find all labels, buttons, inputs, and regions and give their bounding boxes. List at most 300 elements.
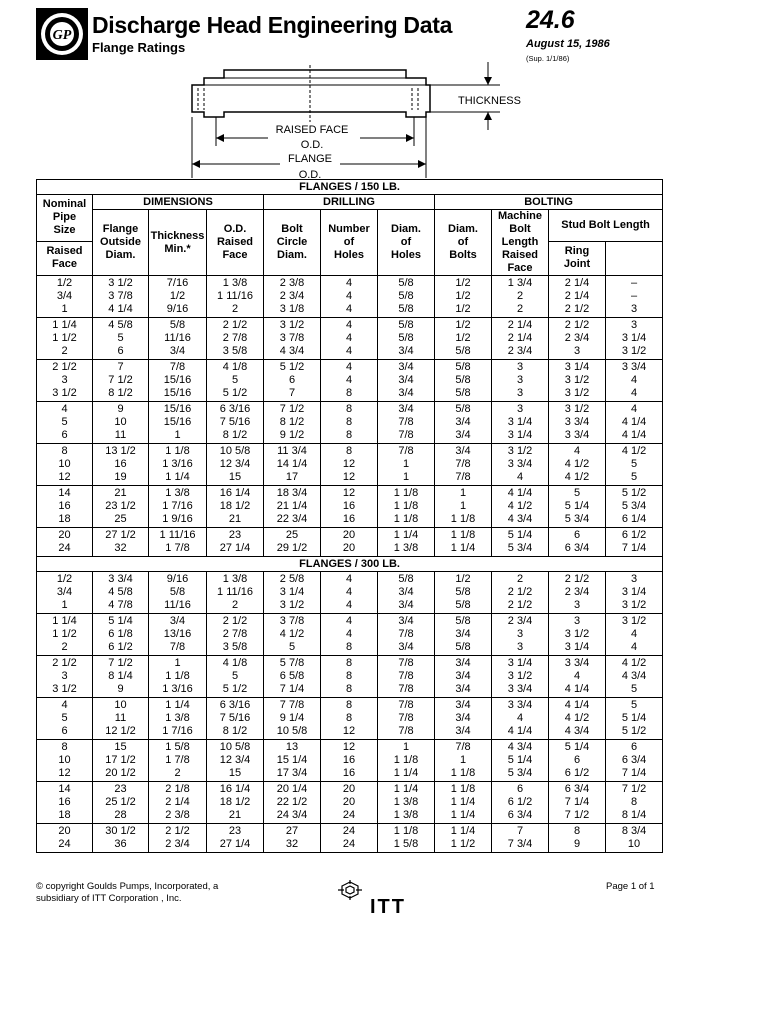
cell-value: 2 xyxy=(174,767,181,779)
table-cell xyxy=(93,444,149,486)
cell-value: 3 1/2 xyxy=(564,374,590,386)
table-cell xyxy=(321,528,378,557)
table-row-group xyxy=(37,444,663,486)
table-row-group xyxy=(37,360,663,402)
cell-value: 2 3/8 xyxy=(165,809,190,821)
table-row-group xyxy=(37,276,663,318)
cell-value: 2 1/2 xyxy=(222,615,248,627)
table-cell xyxy=(435,360,492,402)
table-cell xyxy=(549,572,606,614)
cell-value: 2 7/8 xyxy=(222,332,248,344)
table-cell xyxy=(264,824,321,853)
cell-value: 3/4 xyxy=(398,615,414,627)
cell-value: 3 1/2 xyxy=(564,387,590,399)
cell-value: 1 1/4 xyxy=(165,471,190,483)
cell-value: 2 3/4 xyxy=(564,586,590,598)
table-cell xyxy=(492,360,549,402)
cell-value: 4 3/4 xyxy=(564,725,590,737)
table-cell xyxy=(378,276,435,318)
cell-value: 5/8 xyxy=(455,374,471,386)
cell-value: 11 3/4 xyxy=(277,445,307,457)
cell-value: 10 xyxy=(114,416,127,428)
cell-value: 25 xyxy=(114,513,127,525)
col-bolt-circle-diam: Bolt Circle Diam. xyxy=(264,210,321,276)
cell-value: 1 xyxy=(61,599,68,611)
cell-value: 5/8 xyxy=(455,345,471,357)
cell-value: 3/4 xyxy=(169,615,186,627)
table-cell xyxy=(321,740,378,782)
cell-value: 5 1/2 xyxy=(621,487,647,499)
cell-value: 1 1/8 xyxy=(393,487,419,499)
table-cell xyxy=(149,360,207,402)
cell-value: 18 1/2 xyxy=(219,796,251,808)
table-row-group xyxy=(37,572,663,614)
table-cell xyxy=(378,444,435,486)
table-cell xyxy=(435,782,492,824)
cell-value: 2 5/8 xyxy=(279,573,305,585)
cell-value: 5 xyxy=(630,458,638,470)
cell-value: 25 xyxy=(285,529,299,541)
cell-value: 6 xyxy=(630,741,638,753)
cell-value: 14 1/4 xyxy=(276,458,308,470)
cell-value: 2 3/4 xyxy=(507,345,533,357)
cell-value: 23 1/2 xyxy=(105,500,136,512)
table-body-300 xyxy=(37,572,663,853)
cell-value: 4 1/2 xyxy=(564,471,590,483)
cell-value: 21 xyxy=(114,487,127,499)
cell-value: 5 xyxy=(630,683,638,695)
table-cell xyxy=(37,486,93,528)
cell-value: 1 3/8 xyxy=(393,809,419,821)
cell-value: 5/8 xyxy=(398,303,414,315)
page-header xyxy=(0,0,768,200)
cell-value: 6 3/4 xyxy=(564,783,590,795)
cell-value: 2 1/4 xyxy=(564,277,590,289)
cell-value: 1 7/16 xyxy=(162,500,193,512)
cell-value: 2 3/4 xyxy=(507,615,533,627)
cell-value: 2 xyxy=(516,290,524,302)
cell-value: 1 1/4 xyxy=(450,809,476,821)
cell-value: 8 xyxy=(345,641,353,653)
cell-value: 1 xyxy=(61,303,68,315)
table-cell xyxy=(207,614,264,656)
cell-value: 1 xyxy=(402,741,410,753)
cell-value: 3 1/2 xyxy=(279,599,305,611)
table-cell xyxy=(207,572,264,614)
cell-value: 1 1/4 xyxy=(52,319,77,331)
cell-value: 1/2 xyxy=(169,290,186,302)
cell-value: 7/8 xyxy=(398,445,414,457)
cell-value: 7/8 xyxy=(398,657,414,669)
table-cell xyxy=(37,528,93,557)
table-cell xyxy=(606,782,663,824)
cell-value: 6 3/4 xyxy=(621,754,647,766)
cell-value: 3/4 xyxy=(455,628,471,640)
cell-value: 3 1/2 xyxy=(52,387,77,399)
cell-value: 24 xyxy=(342,809,356,821)
copyright-line-2: subsidiary of ITT Corporation , Inc. xyxy=(36,893,182,904)
table-cell xyxy=(321,782,378,824)
cell-value: 1 1/4 xyxy=(450,796,476,808)
cell-value: 6 1/2 xyxy=(507,796,533,808)
cell-value: 2 xyxy=(516,573,524,585)
cell-value: 4 1/2 xyxy=(621,657,647,669)
cell-value: 1/2 xyxy=(455,332,471,344)
table-cell xyxy=(149,656,207,698)
cell-value: 4 1/8 xyxy=(222,657,248,669)
cell-value: 5 xyxy=(231,374,239,386)
cell-value: 16 xyxy=(342,767,356,779)
cell-value: 4 1/4 xyxy=(564,699,590,711)
cell-value: 3 1/2 xyxy=(564,628,590,640)
cell-value: 27 1/4 xyxy=(219,542,251,554)
cell-value: 4 1/4 xyxy=(621,416,647,428)
cell-value: 5 1/4 xyxy=(564,500,590,512)
table-cell xyxy=(492,276,549,318)
cell-value: 8 xyxy=(345,416,353,428)
cell-value: 3 7/8 xyxy=(108,290,133,302)
cell-value: 20 xyxy=(342,783,356,795)
cell-value: 2 xyxy=(231,303,239,315)
cell-value: 1 9/16 xyxy=(162,513,193,525)
cell-value: 3 3/4 xyxy=(507,699,533,711)
cell-value: 1 1/8 xyxy=(450,529,476,541)
cell-value: 6 3/4 xyxy=(564,542,590,554)
table-cell xyxy=(606,698,663,740)
cell-value: 4 3/4 xyxy=(621,670,647,682)
cell-value: 7/8 xyxy=(398,628,414,640)
cell-value: 7/8 xyxy=(398,683,414,695)
cell-value: 4 1/4 xyxy=(507,725,533,737)
cell-value: 6 5/8 xyxy=(279,670,305,682)
table-cell xyxy=(37,360,93,402)
table-row-group xyxy=(37,318,663,360)
cell-value: 8 xyxy=(345,712,353,724)
copyright-line-1: © copyright Goulds Pumps, Incorporated, a xyxy=(36,881,219,892)
col-number-of-holes: Number of Holes xyxy=(321,210,378,276)
cell-value: 2 xyxy=(61,345,68,357)
cell-value: 2 1/4 xyxy=(564,290,590,302)
cell-value: 5/8 xyxy=(169,319,186,331)
cell-value: 3 1/2 xyxy=(108,277,133,289)
table-cell xyxy=(207,360,264,402)
cell-value: 3/4 xyxy=(455,416,471,428)
table-cell xyxy=(435,614,492,656)
cell-value: 3 xyxy=(61,670,68,682)
cell-value: 1 3/16 xyxy=(162,683,193,695)
cell-value: 21 xyxy=(228,513,242,525)
cell-value: 7/8 xyxy=(398,429,414,441)
cell-value: 8 3/4 xyxy=(621,825,647,837)
table-cell xyxy=(606,360,663,402)
table-cell xyxy=(492,318,549,360)
cell-value: 2 1/2 xyxy=(564,573,590,585)
table-cell xyxy=(378,402,435,444)
table-cell xyxy=(207,824,264,853)
goulds-pumps-logo xyxy=(36,8,88,60)
cell-value: 8 1/4 xyxy=(108,670,133,682)
cell-value: 20 xyxy=(342,542,356,554)
cell-value: 2 1/2 xyxy=(165,825,190,837)
table-cell xyxy=(149,782,207,824)
cell-value: 3 3/4 xyxy=(564,657,590,669)
cell-value: 4 1/4 xyxy=(108,303,133,315)
table-cell xyxy=(435,486,492,528)
cell-value: 15/16 xyxy=(163,387,192,399)
cell-value: 4 xyxy=(345,628,353,640)
cell-value: 7 1/4 xyxy=(279,683,305,695)
cell-value: 3 3/4 xyxy=(564,416,590,428)
cell-value: 5 xyxy=(117,332,124,344)
cell-value: 8 xyxy=(345,429,353,441)
table-row-group xyxy=(37,402,663,444)
cell-value: 7 5/16 xyxy=(219,416,251,428)
cell-value: 8 1/2 xyxy=(222,429,248,441)
cell-value: 1 xyxy=(174,657,181,669)
table-cell xyxy=(264,402,321,444)
table-cell xyxy=(264,698,321,740)
cell-value: 1 1/2 xyxy=(52,628,77,640)
cell-value: 2 1/2 xyxy=(52,657,77,669)
cell-value: 3 1/4 xyxy=(507,657,533,669)
cell-value: 1/2 xyxy=(56,277,73,289)
cell-value: 5 1/2 xyxy=(621,725,647,737)
cell-value: 6 xyxy=(117,345,124,357)
cell-value: 3/4 xyxy=(398,599,414,611)
cell-value: 4 3/4 xyxy=(507,513,533,525)
cell-value: 11/16 xyxy=(164,332,191,344)
cell-value: – xyxy=(630,277,638,289)
cell-value: 3 xyxy=(573,615,581,627)
cell-value: 1 1/4 xyxy=(393,783,419,795)
cell-value: 27 1/4 xyxy=(219,838,251,850)
table-cell xyxy=(321,402,378,444)
cell-value: 4 xyxy=(345,361,353,373)
table-cell xyxy=(264,740,321,782)
cell-value: 7/8 xyxy=(398,670,414,682)
cell-value: 1 1/8 xyxy=(393,513,419,525)
cell-value: 7 3/4 xyxy=(507,838,533,850)
table-cell xyxy=(606,572,663,614)
cell-value: 1/2 xyxy=(455,319,471,331)
cell-value: 2 3/4 xyxy=(564,332,590,344)
cell-value: 6 3/16 xyxy=(219,699,251,711)
col-diam-of-holes: Diam. of Holes xyxy=(378,210,435,276)
cell-value: 3/4 xyxy=(398,403,414,415)
cell-value: 7/16 xyxy=(166,277,189,289)
col-od-raised-face: O.D. Raised Face xyxy=(207,210,264,276)
col-stud-ring-joint: Ring Joint xyxy=(549,241,606,275)
cell-value: 4 1/2 xyxy=(279,628,305,640)
table-cell xyxy=(549,614,606,656)
table-cell xyxy=(149,276,207,318)
cell-value: 5/8 xyxy=(455,586,471,598)
cell-value: 1 1/4 xyxy=(52,615,77,627)
table-cell xyxy=(606,402,663,444)
cell-value: 4 xyxy=(345,599,353,611)
table-cell xyxy=(37,572,93,614)
cell-value: 4 1/4 xyxy=(621,429,647,441)
itt-logo-text: ITT xyxy=(370,896,406,918)
cell-value: 7 1/4 xyxy=(564,796,590,808)
cell-value: 6 xyxy=(573,529,581,541)
cell-value: 4 xyxy=(630,628,638,640)
table-cell xyxy=(37,318,93,360)
cell-value: 5 7/8 xyxy=(279,657,305,669)
section-150-title: FLANGES / 150 LB. xyxy=(37,180,663,195)
cell-value: 21 1/4 xyxy=(276,500,308,512)
cell-value: 1 3/8 xyxy=(393,542,419,554)
group-dimensions: DIMENSIONS xyxy=(93,195,264,210)
cell-value: 2 3/4 xyxy=(279,290,305,302)
cell-value: 16 xyxy=(342,513,356,525)
cell-value: 30 1/2 xyxy=(105,825,136,837)
cell-value: 8 xyxy=(345,445,353,457)
cell-value: 3/4 xyxy=(455,712,471,724)
cell-value: 7 xyxy=(288,387,296,399)
cell-value: 8 xyxy=(345,387,353,399)
table-cell xyxy=(549,782,606,824)
cell-value: 6 xyxy=(288,374,296,386)
page-subtitle: Flange Ratings xyxy=(92,40,186,55)
cell-value: 3/4 xyxy=(398,345,414,357)
cell-value: 20 1/4 xyxy=(276,783,308,795)
cell-value: 2 1/2 xyxy=(564,319,590,331)
cell-value: 3/4 xyxy=(169,345,186,357)
table-cell xyxy=(435,656,492,698)
cell-value: 5/8 xyxy=(455,403,471,415)
cell-value: 10 5/8 xyxy=(219,741,251,753)
cell-value: 4 xyxy=(345,332,353,344)
cell-value: 20 1/2 xyxy=(105,767,136,779)
group-bolting: BOLTING xyxy=(435,195,663,210)
cell-value: 9 1/4 xyxy=(279,712,305,724)
cell-value: 13/16 xyxy=(163,628,192,640)
cell-value: 12 3/4 xyxy=(219,754,251,766)
cell-value: 1 xyxy=(459,500,467,512)
table-cell xyxy=(93,698,149,740)
table-cell xyxy=(549,276,606,318)
cell-value: 1 3/8 xyxy=(393,796,419,808)
itt-logo xyxy=(336,880,426,920)
cell-value: 16 1/4 xyxy=(219,487,251,499)
table-cell xyxy=(321,318,378,360)
cell-value: 2 xyxy=(516,303,524,315)
cell-value: 5/8 xyxy=(455,615,471,627)
cell-value: 7/8 xyxy=(169,361,186,373)
cell-value: 20 xyxy=(58,529,71,541)
cell-value: 9 xyxy=(573,838,581,850)
cell-value: 3/4 xyxy=(398,361,414,373)
table-cell xyxy=(492,614,549,656)
cell-value: 3 3/4 xyxy=(564,429,590,441)
cell-value: 1 1/8 xyxy=(393,825,419,837)
cell-value: 8 xyxy=(345,403,353,415)
cell-value: 4 xyxy=(630,641,638,653)
cell-value: 1 xyxy=(402,458,410,470)
cell-value: 5 1/2 xyxy=(222,683,248,695)
cell-value: 1 1/2 xyxy=(52,332,77,344)
table-cell xyxy=(492,486,549,528)
cell-value: 3 xyxy=(516,361,524,373)
table-cell xyxy=(37,824,93,853)
table-cell xyxy=(549,360,606,402)
table-cell xyxy=(492,824,549,853)
table-cell xyxy=(264,614,321,656)
cell-value: 7/8 xyxy=(455,458,471,470)
table-cell xyxy=(378,614,435,656)
cell-value: 1/2 xyxy=(455,573,471,585)
cell-value: 3 3/4 xyxy=(621,361,647,373)
cell-value: 1 11/16 xyxy=(217,290,253,302)
cell-value: 1 7/8 xyxy=(165,754,190,766)
cell-value: 11 xyxy=(114,429,127,441)
cell-value: 3 1/4 xyxy=(564,361,590,373)
cell-value: 5 1/4 xyxy=(564,741,590,753)
table-cell xyxy=(606,276,663,318)
cell-value: 3 1/2 xyxy=(279,319,305,331)
cell-value: 8 1/2 xyxy=(108,387,133,399)
cell-value: 5 1/2 xyxy=(279,361,305,373)
table-cell xyxy=(149,486,207,528)
cell-value: 4 xyxy=(345,290,353,302)
cell-value: 1 xyxy=(402,471,410,483)
cell-value: 3 xyxy=(516,374,524,386)
col-stud-bolt-length: Stud Bolt Length xyxy=(549,210,663,242)
table-cell xyxy=(606,486,663,528)
table-cell xyxy=(435,740,492,782)
table-cell xyxy=(207,486,264,528)
cell-value: 16 1/4 xyxy=(219,783,251,795)
cell-value: 3 7/8 xyxy=(279,615,305,627)
cell-value: 4 xyxy=(630,374,638,386)
cell-value: 6 xyxy=(61,429,68,441)
cell-value: 4 xyxy=(345,374,353,386)
cell-value: 1 1/8 xyxy=(165,670,190,682)
cell-value: 7 1/4 xyxy=(621,767,647,779)
table-cell xyxy=(93,360,149,402)
cell-value: 1 1/8 xyxy=(450,783,476,795)
cell-value: 1 5/8 xyxy=(393,838,419,850)
table-cell xyxy=(93,782,149,824)
cell-value: 4 1/2 xyxy=(564,458,590,470)
table-cell xyxy=(207,740,264,782)
cell-value: 2 1/2 xyxy=(222,319,248,331)
cell-value: 22 3/4 xyxy=(276,513,308,525)
table-cell xyxy=(492,740,549,782)
table-cell xyxy=(37,698,93,740)
cell-value: 3 xyxy=(516,403,524,415)
table-cell xyxy=(492,402,549,444)
table-cell xyxy=(549,824,606,853)
cell-value: 6 1/2 xyxy=(564,767,590,779)
flange-label: FLANGE xyxy=(287,153,333,165)
cell-value: 9/16 xyxy=(166,303,189,315)
table-cell xyxy=(149,614,207,656)
cell-value: 5 1/4 xyxy=(507,529,533,541)
cell-value: 15 xyxy=(228,471,242,483)
table-cell xyxy=(606,444,663,486)
cell-value: 5 3/4 xyxy=(621,500,647,512)
cell-value: 18 3/4 xyxy=(276,487,308,499)
cell-value: 3/4 xyxy=(455,429,471,441)
cell-value: 1 11/16 xyxy=(217,586,253,598)
table-cell xyxy=(492,528,549,557)
cell-value: 6 xyxy=(573,754,581,766)
cell-value: 13 1/2 xyxy=(105,445,136,457)
table-cell xyxy=(149,402,207,444)
table-cell xyxy=(264,572,321,614)
